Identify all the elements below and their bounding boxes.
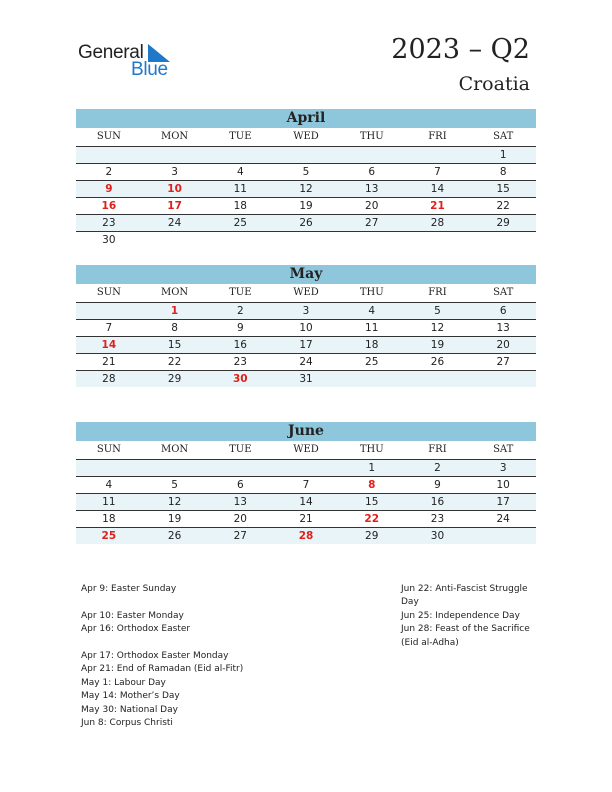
day-cell: 3: [171, 166, 178, 178]
month-june: [76, 422, 536, 544]
day-cell: 23: [233, 356, 247, 368]
day-cell: 29: [496, 217, 510, 229]
empty-day-cell: [76, 303, 142, 319]
holiday-item: Jun 22: Anti-Fascist Struggle Day: [401, 584, 528, 608]
month-april: [76, 109, 536, 248]
week-row: [76, 494, 536, 511]
day-cell: 14: [430, 183, 445, 195]
day-cell: 13: [496, 322, 510, 334]
day-cell: 17: [167, 200, 182, 212]
day-cell: 9: [105, 183, 113, 195]
holiday-gap: [81, 637, 243, 650]
day-cell: 23: [430, 513, 445, 525]
weekday-label: MON: [160, 444, 189, 455]
empty-day-cell: [339, 232, 405, 248]
holiday-item: Apr 16: Orthodox Easter: [81, 624, 191, 635]
day-cell: 18: [102, 513, 116, 525]
day-cell: 30: [102, 234, 116, 246]
week-row: [76, 232, 536, 248]
day-cell: 15: [365, 496, 379, 508]
holiday-item: Jun 28: Feast of the Sacrifice (Eid al-Adha): [401, 624, 530, 648]
week-row: [76, 303, 536, 320]
holiday-list-right: [401, 583, 541, 650]
day-cell: 27: [496, 356, 510, 368]
day-cell: 14: [299, 496, 313, 508]
weekday-label: WED: [293, 444, 319, 455]
day-cell: 15: [496, 183, 510, 195]
weekday-header-row: [76, 128, 536, 147]
empty-day-cell: [470, 232, 536, 248]
day-cell: 9: [236, 322, 244, 334]
week-row: [76, 354, 536, 371]
weekday-label: SUN: [96, 131, 121, 142]
empty-day-cell: [405, 147, 471, 163]
day-cell: 20: [365, 200, 379, 212]
holiday-item: May 14: Mother’s Day: [81, 691, 180, 702]
weekday-label: THU: [359, 287, 384, 298]
day-cell: 20: [233, 513, 247, 525]
day-cell: 7: [105, 322, 113, 334]
holiday-item: Jun 8: Corpus Christi: [81, 718, 173, 729]
empty-day-cell: [76, 460, 142, 476]
weekday-label: TUE: [229, 287, 252, 298]
day-cell: 14: [101, 339, 117, 351]
day-cell: 19: [430, 339, 445, 351]
day-cell: 21: [299, 513, 313, 525]
day-cell: 10: [496, 479, 510, 491]
day-cell: 2: [434, 462, 441, 474]
page-title: 2023 – Q2: [391, 34, 530, 65]
day-cell: 16: [101, 200, 117, 212]
country-name: Croatia: [458, 73, 530, 95]
holiday-list-left: [81, 583, 243, 730]
week-row: [76, 337, 536, 354]
weekday-label: TUE: [229, 444, 252, 455]
weekday-label: WED: [293, 287, 319, 298]
day-cell: 29: [365, 530, 379, 542]
day-cell: 2: [105, 166, 113, 178]
week-row: [76, 147, 536, 164]
weekday-label: SUN: [96, 444, 121, 455]
day-cell: 13: [233, 496, 247, 508]
day-cell: 20: [496, 339, 510, 351]
holiday-item: Apr 21: End of Ramadan (Eid al-Fitr): [81, 664, 244, 675]
day-cell: 22: [496, 200, 510, 212]
day-cell: 1: [368, 462, 376, 474]
day-cell: 17: [496, 496, 510, 508]
week-row: [76, 198, 536, 215]
day-cell: 6: [236, 479, 244, 491]
day-cell: 1: [170, 305, 179, 317]
day-cell: 31: [299, 373, 313, 385]
day-cell: 3: [302, 305, 310, 317]
day-cell: 29: [167, 373, 182, 385]
weekday-label: FRI: [428, 287, 447, 298]
day-cell: 8: [368, 479, 376, 491]
weekday-label: SAT: [493, 287, 514, 298]
day-cell: 12: [430, 322, 445, 334]
day-cell: 10: [299, 322, 313, 334]
day-cell: 3: [499, 462, 507, 474]
day-cell: 11: [233, 183, 247, 195]
holiday-item: Jun 25: Independence Day: [401, 610, 520, 621]
day-cell: 11: [102, 496, 116, 508]
day-cell: 16: [233, 339, 247, 351]
empty-day-cell: [207, 147, 273, 163]
weekday-label: SAT: [493, 131, 514, 142]
empty-day-cell: [405, 232, 471, 248]
day-cell: 22: [167, 356, 182, 368]
day-cell: 4: [105, 479, 113, 491]
day-cell: 16: [430, 496, 445, 508]
holiday-item: May 30: National Day: [81, 704, 178, 715]
weekday-label: FRI: [428, 131, 447, 142]
week-row: [76, 477, 536, 494]
logo-general-text: General: [78, 42, 144, 63]
day-cell: 4: [368, 305, 376, 317]
day-cell: 18: [365, 339, 379, 351]
day-cell: 24: [496, 513, 510, 525]
day-cell: 19: [299, 200, 313, 212]
day-cell: 26: [430, 356, 445, 368]
day-cell: 12: [299, 183, 313, 195]
week-row: [76, 164, 536, 181]
day-cell: 15: [167, 339, 182, 351]
weekday-label: TUE: [229, 131, 252, 142]
day-cell: 9: [434, 479, 441, 491]
empty-day-cell: [339, 371, 405, 387]
weekday-label: MON: [160, 131, 189, 142]
day-cell: 8: [171, 322, 178, 334]
month-title: May: [76, 265, 536, 284]
weekday-label: SUN: [96, 287, 121, 298]
empty-day-cell: [142, 460, 208, 476]
day-cell: 25: [365, 356, 379, 368]
day-cell: 25: [101, 530, 117, 542]
day-cell: 30: [232, 373, 248, 385]
weekday-header-row: [76, 441, 536, 460]
week-row: [76, 460, 536, 477]
week-row: [76, 511, 536, 528]
day-cell: 12: [167, 496, 182, 508]
day-cell: 4: [236, 166, 244, 178]
weekday-label: MON: [160, 287, 189, 298]
weekday-label: THU: [359, 444, 384, 455]
day-cell: 28: [430, 217, 445, 229]
month-title: June: [76, 422, 536, 441]
day-cell: 6: [368, 166, 376, 178]
holiday-item: Apr 10: Easter Monday: [81, 610, 184, 621]
day-cell: 19: [167, 513, 182, 525]
day-cell: 7: [434, 166, 441, 178]
day-cell: 2: [236, 305, 244, 317]
weekday-header-row: [76, 284, 536, 303]
generalblue-logo: [78, 42, 188, 80]
day-cell: 17: [299, 339, 313, 351]
day-cell: 11: [365, 322, 379, 334]
weekday-label: WED: [293, 131, 319, 142]
day-cell: 1: [499, 149, 507, 161]
empty-day-cell: [207, 232, 273, 248]
empty-day-cell: [273, 232, 339, 248]
empty-day-cell: [273, 460, 339, 476]
day-cell: 24: [167, 217, 182, 229]
day-cell: 27: [233, 530, 247, 542]
week-row: [76, 215, 536, 232]
day-cell: 6: [499, 305, 507, 317]
day-cell: 26: [167, 530, 182, 542]
logo-blue-text: Blue: [131, 59, 168, 80]
day-cell: 5: [302, 166, 310, 178]
day-cell: 5: [171, 479, 178, 491]
day-cell: 30: [430, 530, 445, 542]
day-cell: 21: [430, 200, 445, 212]
empty-day-cell: [207, 460, 273, 476]
day-cell: 23: [102, 217, 116, 229]
holiday-item: Apr 9: Easter Sunday: [81, 584, 177, 594]
day-cell: 18: [233, 200, 247, 212]
month-title: April: [76, 109, 536, 128]
week-row: [76, 528, 536, 544]
weekday-label: FRI: [428, 444, 447, 455]
week-row: [76, 320, 536, 337]
day-cell: 25: [233, 217, 247, 229]
empty-day-cell: [142, 232, 208, 248]
day-cell: 27: [365, 217, 379, 229]
month-may: [76, 265, 536, 387]
holiday-item: Apr 17: Orthodox Easter Monday: [81, 651, 229, 661]
weekday-label: SAT: [493, 444, 514, 455]
day-cell: 5: [434, 305, 441, 317]
day-cell: 8: [499, 166, 507, 178]
day-cell: 26: [299, 217, 313, 229]
day-cell: 13: [365, 183, 379, 195]
day-cell: 22: [364, 513, 380, 525]
day-cell: 21: [102, 356, 116, 368]
empty-day-cell: [339, 147, 405, 163]
holiday-gap: [81, 596, 243, 609]
day-cell: 28: [102, 373, 116, 385]
empty-day-cell: [142, 147, 208, 163]
weekday-label: THU: [359, 131, 384, 142]
day-cell: 10: [167, 183, 182, 195]
week-row: [76, 181, 536, 198]
day-cell: 24: [299, 356, 313, 368]
holiday-item: May 1: Labour Day: [81, 677, 166, 688]
empty-day-cell: [76, 147, 142, 163]
day-cell: 28: [298, 530, 314, 542]
empty-day-cell: [470, 528, 536, 544]
empty-day-cell: [405, 371, 471, 387]
day-cell: 7: [302, 479, 310, 491]
week-row: [76, 371, 536, 387]
empty-day-cell: [273, 147, 339, 163]
empty-day-cell: [470, 371, 536, 387]
